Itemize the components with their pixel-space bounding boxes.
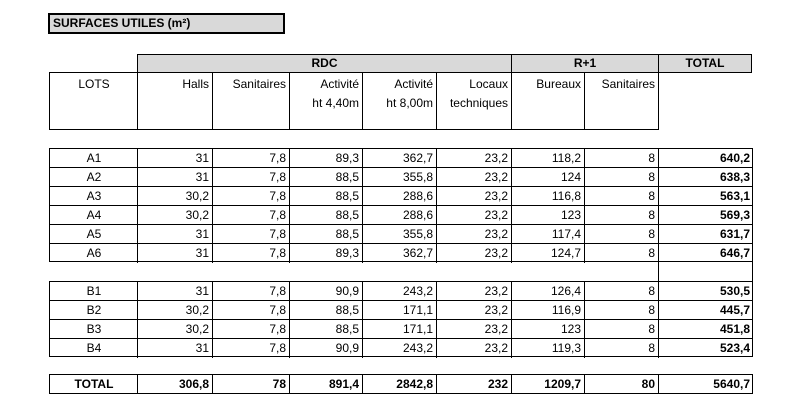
- table-row: [50, 320, 752, 339]
- cell-lot: B4: [86, 341, 102, 355]
- cell-bureaux: 124: [511, 168, 584, 186]
- cell-sanitaires-r1: 8: [584, 206, 658, 224]
- cell-activite-440: 88,5: [289, 168, 362, 186]
- total-row: [50, 375, 752, 393]
- cell-halls: 31: [137, 168, 212, 186]
- cell-halls: 31: [137, 282, 212, 300]
- cell-total: 451,8: [658, 320, 753, 338]
- cell-activite-800: 288,6: [362, 187, 436, 205]
- total-group-header: TOTAL: [658, 54, 752, 73]
- header-activite-440-line1: Activité: [320, 77, 359, 91]
- cell-activite-800: 288,6: [362, 206, 436, 224]
- cell-activite-440: 88,5: [289, 225, 362, 243]
- cell-locaux-techniques: 23,2: [436, 149, 511, 167]
- cell-bureaux: 116,8: [511, 187, 584, 205]
- cell-halls: 31: [137, 225, 212, 243]
- rdc-group-header: RDC: [137, 54, 512, 73]
- cell-lot: A1: [86, 151, 102, 165]
- cell-sanitaires: 7,8: [212, 244, 289, 263]
- cell-lot: A4: [86, 208, 102, 222]
- cell-locaux-techniques: 23,2: [436, 282, 511, 300]
- cell-activite-440: 89,3: [289, 244, 362, 263]
- cell-sanitaires-r1: 8: [584, 301, 658, 319]
- cell-bureaux: 117,4: [511, 225, 584, 243]
- header-bureaux: Bureaux: [511, 73, 584, 129]
- cell-sanitaires-r1: 8: [584, 168, 658, 186]
- cell-halls: 30,2: [137, 320, 212, 338]
- table-row: [50, 168, 752, 187]
- cell-locaux-techniques: 23,2: [436, 244, 511, 263]
- table-group-b: [49, 281, 753, 357]
- cell-locaux-techniques: 23,2: [436, 339, 511, 358]
- cell-lot: B2: [86, 303, 102, 317]
- cell-activite-800: 355,8: [362, 168, 436, 186]
- cell-bureaux: 123: [511, 320, 584, 338]
- column-header-row: [49, 72, 659, 130]
- cell-locaux-techniques: 23,2: [436, 301, 511, 319]
- total-cell-activite-440: 891,4: [289, 375, 362, 393]
- table-row: [50, 149, 752, 168]
- cell-activite-800: 362,7: [362, 244, 436, 263]
- header-sanitaires-r1: Sanitaires: [584, 73, 658, 129]
- cell-halls: 30,2: [137, 301, 212, 319]
- cell-sanitaires-r1: 8: [584, 149, 658, 167]
- cell-total: 631,7: [658, 225, 753, 243]
- cell-sanitaires-r1: 8: [584, 320, 658, 338]
- cell-sanitaires-r1: 8: [584, 187, 658, 205]
- total-cell-lot: TOTAL: [74, 377, 114, 391]
- total-column-spacer: [658, 261, 753, 282]
- cell-lot: A5: [86, 227, 102, 241]
- cell-locaux-techniques: 23,2: [436, 225, 511, 243]
- cell-activite-440: 89,3: [289, 149, 362, 167]
- cell-bureaux: 123: [511, 206, 584, 224]
- cell-lot: A2: [86, 170, 102, 184]
- cell-lot: A6: [86, 246, 102, 260]
- cell-total: 530,5: [658, 282, 753, 300]
- table-row: [50, 225, 752, 244]
- cell-activite-440: 88,5: [289, 187, 362, 205]
- r1-group-header: R+1: [511, 54, 659, 73]
- cell-activite-440: 88,5: [289, 206, 362, 224]
- total-cell-halls: 306,8: [137, 375, 212, 393]
- header-activite-800: [362, 73, 436, 129]
- cell-total: 638,3: [658, 168, 753, 186]
- cell-activite-440: 90,9: [289, 282, 362, 300]
- table-title: SURFACES UTILES (m²): [48, 13, 285, 34]
- total-cell-sanitaires: 78: [212, 375, 289, 393]
- cell-activite-440: 88,5: [289, 320, 362, 338]
- table-row: [50, 282, 752, 301]
- cell-halls: 30,2: [137, 187, 212, 205]
- header-locaux-line2: techniques: [449, 96, 508, 110]
- cell-activite-440: 90,9: [289, 339, 362, 358]
- cell-bureaux: 126,4: [511, 282, 584, 300]
- table-row: [50, 339, 752, 358]
- cell-lot: A3: [86, 189, 102, 203]
- table-group-a: [49, 148, 753, 262]
- cell-activite-440: 88,5: [289, 301, 362, 319]
- header-locaux-line1: Locaux: [469, 77, 508, 91]
- cell-halls: 31: [137, 339, 212, 358]
- header-lots: LOTS: [78, 77, 110, 91]
- cell-total: 646,7: [658, 244, 753, 263]
- cell-sanitaires: 7,8: [212, 320, 289, 338]
- cell-sanitaires: 7,8: [212, 339, 289, 358]
- cell-bureaux: 118,2: [511, 149, 584, 167]
- cell-activite-800: 362,7: [362, 149, 436, 167]
- cell-bureaux: 119,3: [511, 339, 584, 358]
- total-cell-activite-800: 2842,8: [362, 375, 436, 393]
- cell-activite-800: 243,2: [362, 282, 436, 300]
- cell-lot: B1: [86, 284, 102, 298]
- cell-activite-800: 243,2: [362, 339, 436, 358]
- table-total-row: [49, 374, 753, 394]
- cell-total: 569,3: [658, 206, 753, 224]
- cell-total: 640,2: [658, 149, 753, 167]
- header-locaux-techniques: [436, 73, 511, 129]
- cell-bureaux: 116,9: [511, 301, 584, 319]
- cell-sanitaires: 7,8: [212, 168, 289, 186]
- cell-lot: B3: [86, 322, 102, 336]
- total-cell-locaux-techniques: 232: [436, 375, 511, 393]
- cell-total: 445,7: [658, 301, 753, 319]
- cell-sanitaires: 7,8: [212, 301, 289, 319]
- header-activite-800-line2: ht 8,00m: [386, 96, 433, 110]
- cell-sanitaires: 7,8: [212, 149, 289, 167]
- header-sanitaires: Sanitaires: [212, 73, 289, 129]
- header-activite-800-line1: Activité: [394, 77, 433, 91]
- total-cell-total: 5640,7: [658, 375, 753, 393]
- total-cell-bureaux: 1209,7: [511, 375, 584, 393]
- cell-locaux-techniques: 23,2: [436, 320, 511, 338]
- total-cell-sanitaires-r1: 80: [584, 375, 658, 393]
- cell-activite-800: 171,1: [362, 320, 436, 338]
- table-row: [50, 301, 752, 320]
- table-row: [50, 206, 752, 225]
- cell-locaux-techniques: 23,2: [436, 206, 511, 224]
- header-activite-440-line2: ht 4,40m: [312, 96, 359, 110]
- cell-sanitaires: 7,8: [212, 187, 289, 205]
- cell-sanitaires-r1: 8: [584, 244, 658, 263]
- cell-sanitaires-r1: 8: [584, 225, 658, 243]
- cell-halls: 31: [137, 244, 212, 263]
- header-activite-440: [289, 73, 362, 129]
- table-row: [50, 244, 752, 263]
- cell-halls: 31: [137, 149, 212, 167]
- table-row: [50, 187, 752, 206]
- cell-activite-800: 355,8: [362, 225, 436, 243]
- cell-activite-800: 171,1: [362, 301, 436, 319]
- cell-sanitaires-r1: 8: [584, 339, 658, 358]
- cell-sanitaires: 7,8: [212, 225, 289, 243]
- cell-total: 563,1: [658, 187, 753, 205]
- cell-total: 523,4: [658, 339, 753, 358]
- cell-locaux-techniques: 23,2: [436, 187, 511, 205]
- header-halls: Halls: [137, 73, 212, 129]
- cell-halls: 30,2: [137, 206, 212, 224]
- cell-sanitaires: 7,8: [212, 282, 289, 300]
- cell-bureaux: 124,7: [511, 244, 584, 263]
- cell-sanitaires: 7,8: [212, 206, 289, 224]
- cell-sanitaires-r1: 8: [584, 282, 658, 300]
- cell-locaux-techniques: 23,2: [436, 168, 511, 186]
